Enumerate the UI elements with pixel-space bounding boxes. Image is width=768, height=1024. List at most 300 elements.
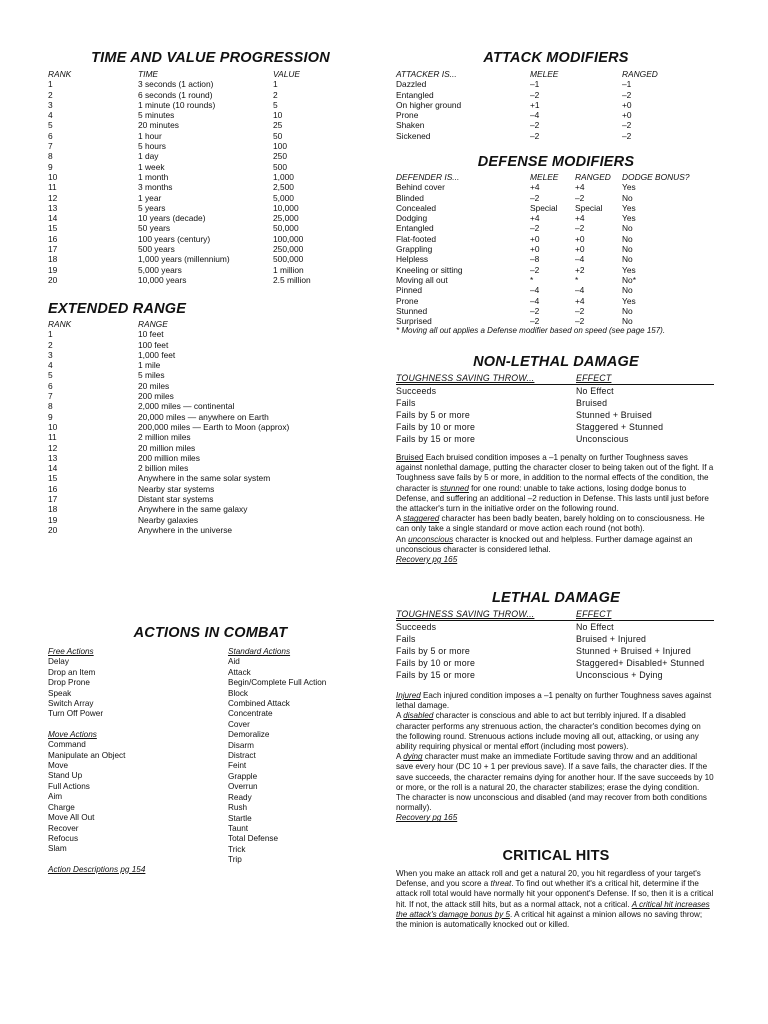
table-cell: * bbox=[575, 274, 579, 285]
col-header: EFFECT bbox=[576, 609, 612, 619]
table-cell: 20 miles bbox=[138, 380, 170, 391]
list-item: Taunt bbox=[228, 823, 249, 833]
table-cell: –2 bbox=[575, 305, 585, 316]
table-cell: Succeeds bbox=[396, 386, 437, 396]
nonlethal-recovery-link[interactable]: Recovery pg 165 bbox=[396, 555, 458, 565]
table-cell: 10,000 bbox=[273, 202, 299, 213]
table-cell: –2 bbox=[530, 316, 540, 327]
threat-term: threat bbox=[490, 879, 512, 889]
table-row bbox=[48, 391, 348, 401]
table-cell: 11 bbox=[48, 432, 57, 443]
nonlethal-rows bbox=[396, 385, 714, 446]
table-cell: Surprised bbox=[396, 316, 432, 327]
table-cell: Yes bbox=[622, 264, 636, 275]
table-row bbox=[396, 669, 714, 681]
table-cell: Blinded bbox=[396, 192, 424, 203]
table-cell: 15 bbox=[48, 223, 58, 234]
table-cell: 5 bbox=[48, 370, 53, 381]
table-row bbox=[48, 193, 348, 203]
table-row bbox=[48, 90, 348, 100]
table-row bbox=[48, 525, 348, 535]
table-cell: 2 bbox=[48, 339, 53, 350]
defense-mod-section bbox=[396, 154, 716, 336]
actions-left-column bbox=[48, 647, 145, 875]
table-row bbox=[48, 473, 348, 483]
table-cell: 500 years bbox=[138, 244, 175, 255]
injured-term: Injured bbox=[396, 691, 421, 700]
table-cell: –4 bbox=[575, 254, 585, 265]
defense-footnote: * Moving all out applies a Defense modifier based on speed (see page 157). bbox=[396, 326, 666, 336]
col-header: MELEE bbox=[530, 172, 559, 182]
table-cell: Behind cover bbox=[396, 182, 445, 193]
table-cell: 10 feet bbox=[138, 329, 164, 340]
table-cell: Staggered+ Disabled+ Stunned bbox=[576, 658, 705, 668]
table-cell: 13 bbox=[48, 452, 58, 463]
table-cell: No bbox=[622, 285, 633, 296]
list-item: Command bbox=[48, 740, 86, 750]
table-cell: No bbox=[622, 223, 633, 234]
list-item: Recover bbox=[48, 823, 79, 833]
table-cell: Fails bbox=[396, 398, 416, 408]
table-cell: 1 month bbox=[138, 171, 169, 182]
bruised-term: Bruised bbox=[396, 453, 424, 462]
table-cell: 5 bbox=[48, 120, 53, 131]
action-descriptions-link[interactable]: Action Descriptions pg 154 bbox=[48, 864, 146, 874]
table-cell: 1 bbox=[273, 79, 278, 90]
table-row bbox=[48, 223, 348, 233]
table-cell: Concealed bbox=[396, 202, 437, 213]
table-cell: 3 seconds (1 action) bbox=[138, 79, 214, 90]
table-cell: 14 bbox=[48, 213, 58, 224]
nonlethal-title: NON-LETHAL DAMAGE bbox=[473, 354, 639, 370]
table-cell: 2,500 bbox=[273, 182, 294, 193]
table-cell: Yes bbox=[622, 295, 636, 306]
table-cell: Stunned bbox=[396, 305, 428, 316]
table-cell: –2 bbox=[530, 223, 540, 234]
table-cell: No Effect bbox=[576, 386, 614, 396]
table-cell: 3 months bbox=[138, 182, 173, 193]
list-item: Move All Out bbox=[48, 813, 95, 823]
lethal-title: LETHAL DAMAGE bbox=[492, 590, 620, 606]
table-row bbox=[396, 316, 706, 326]
table-cell: Nearby galaxies bbox=[138, 514, 199, 525]
table-row bbox=[396, 203, 706, 213]
defense-mod-title: DEFENSE MODIFIERS bbox=[477, 154, 635, 170]
table-row bbox=[48, 162, 348, 172]
defense-mod-table bbox=[396, 172, 706, 326]
table-cell: 200,000 miles — Earth to Moon (approx) bbox=[138, 421, 290, 432]
list-item: Drop an Item bbox=[48, 667, 96, 677]
table-cell: 200 miles bbox=[138, 391, 174, 402]
table-row bbox=[48, 515, 348, 525]
list-item: Aim bbox=[48, 792, 63, 802]
table-cell: 11 bbox=[48, 182, 57, 193]
extended-range-rows bbox=[48, 329, 348, 535]
table-cell: On higher ground bbox=[396, 99, 462, 110]
table-cell: 2 million miles bbox=[138, 432, 191, 443]
table-row bbox=[396, 100, 696, 110]
table-cell: Entangled bbox=[396, 89, 434, 100]
table-cell: * bbox=[530, 274, 534, 285]
table-row bbox=[396, 193, 706, 203]
list-item: Rush bbox=[228, 803, 248, 813]
table-cell: +0 bbox=[575, 233, 585, 244]
list-item: Slam bbox=[48, 844, 67, 854]
table-row bbox=[48, 213, 348, 223]
table-cell: No bbox=[622, 233, 633, 244]
lethal-section bbox=[396, 590, 716, 824]
table-row bbox=[48, 203, 348, 213]
dying-term: dying bbox=[403, 752, 423, 762]
table-cell: 7 bbox=[48, 391, 53, 402]
table-cell: 25,000 bbox=[273, 213, 299, 224]
table-header-row bbox=[396, 172, 706, 182]
list-item: Total Defense bbox=[228, 834, 279, 844]
table-cell: 9 bbox=[48, 411, 53, 422]
list-item: Delay bbox=[48, 657, 69, 667]
table-cell: –2 bbox=[622, 120, 632, 131]
actions-section bbox=[48, 625, 373, 887]
extended-range-table bbox=[48, 319, 348, 535]
list-item: Stand Up bbox=[48, 771, 83, 781]
table-row bbox=[396, 182, 706, 192]
list-item: Charge bbox=[48, 802, 75, 812]
table-row bbox=[48, 100, 348, 110]
list-item: Trip bbox=[228, 855, 242, 865]
table-cell: No bbox=[622, 254, 633, 265]
table-row bbox=[396, 244, 706, 254]
table-row bbox=[396, 131, 696, 141]
table-cell: 100 feet bbox=[138, 339, 169, 350]
table-cell: 5 bbox=[273, 99, 278, 110]
table-cell: +1 bbox=[530, 99, 540, 110]
list-item: Block bbox=[228, 688, 249, 698]
col-header: VALUE bbox=[273, 69, 301, 79]
table-cell: 1 bbox=[48, 329, 53, 340]
table-cell: Prone bbox=[396, 295, 419, 306]
table-row bbox=[48, 432, 348, 442]
table-row bbox=[48, 443, 348, 453]
table-cell: 20 bbox=[48, 274, 58, 285]
time-value-table bbox=[48, 69, 348, 285]
table-cell: Stunned + Bruised + Injured bbox=[576, 646, 691, 656]
table-row bbox=[48, 350, 348, 360]
unconscious-paragraph: An unconscious character is knocked out and helpless. Further damage against an unconscious character is considered lethal. bbox=[396, 534, 693, 554]
table-header-row bbox=[396, 372, 714, 385]
list-item: Concentrate bbox=[228, 709, 273, 719]
col-header: TOUGHNESS SAVING THROW... bbox=[396, 609, 535, 619]
table-row bbox=[396, 433, 714, 445]
table-cell: Fails by 5 or more bbox=[396, 646, 470, 656]
table-cell: 7 bbox=[48, 141, 53, 152]
table-cell: Dodging bbox=[396, 213, 428, 224]
table-cell: Unconscious + Dying bbox=[576, 670, 663, 680]
injured-paragraph: Injured Each injured condition imposes a –1 penalty on further Toughness saves against lethal damage. bbox=[396, 691, 712, 711]
table-cell: Yes bbox=[622, 182, 636, 193]
col-header: MELEE bbox=[530, 69, 559, 79]
table-cell: Fails by 15 or more bbox=[396, 434, 476, 444]
table-row bbox=[396, 385, 714, 398]
table-row bbox=[396, 110, 696, 120]
table-cell: 1 day bbox=[138, 151, 159, 162]
table-cell: 100,000 bbox=[273, 233, 304, 244]
list-item: Drop Prone bbox=[48, 678, 90, 688]
lethal-recovery-link[interactable]: Recovery pg 165 bbox=[396, 813, 458, 823]
list-item: Switch Array bbox=[48, 699, 94, 709]
table-cell: 5,000 bbox=[273, 192, 294, 203]
list-item: Full Actions bbox=[48, 781, 90, 791]
table-cell: 10 bbox=[48, 171, 58, 182]
list-item: Feint bbox=[228, 761, 247, 771]
table-cell: –2 bbox=[575, 192, 585, 203]
col-header: DODGE BONUS? bbox=[622, 172, 690, 182]
col-header: RANK bbox=[48, 319, 72, 329]
list-item: Overrun bbox=[228, 782, 258, 792]
table-cell: 19 bbox=[48, 514, 58, 525]
table-cell: Pinned bbox=[396, 285, 423, 296]
nonlethal-table bbox=[396, 372, 714, 445]
table-cell: Distant star systems bbox=[138, 494, 214, 505]
list-item: Distract bbox=[228, 751, 256, 761]
table-cell: +4 bbox=[530, 182, 540, 193]
time-value-section bbox=[48, 50, 373, 285]
list-item: Trick bbox=[228, 844, 246, 854]
table-cell: 1,000 years (millennium) bbox=[138, 254, 230, 265]
table-cell: 8 bbox=[48, 401, 53, 412]
table-cell: 20 million miles bbox=[138, 442, 196, 453]
disabled-term: disabled bbox=[403, 711, 434, 721]
table-cell: Grappling bbox=[396, 244, 433, 255]
table-cell: 20,000 miles — anywhere on Earth bbox=[138, 411, 269, 422]
table-cell: +4 bbox=[575, 295, 585, 306]
table-cell: 2.5 million bbox=[273, 274, 311, 285]
lethal-rows bbox=[396, 621, 714, 682]
col-header: RANGE bbox=[138, 319, 168, 329]
table-cell: –2 bbox=[575, 316, 585, 327]
table-cell: 20 minutes bbox=[138, 120, 179, 131]
col-header: RANGED bbox=[575, 172, 611, 182]
table-cell: No* bbox=[622, 274, 636, 285]
table-cell: 18 bbox=[48, 504, 58, 515]
table-row bbox=[396, 120, 696, 130]
table-header-row bbox=[48, 319, 348, 329]
table-cell: 250,000 bbox=[273, 244, 304, 255]
lethal-table bbox=[396, 608, 714, 681]
table-row bbox=[396, 645, 714, 657]
table-cell: –2 bbox=[530, 192, 540, 203]
critical-bonus-link: A critical hit increases the attack's damage bonus by 5 bbox=[396, 899, 710, 919]
list-item: Demoralize bbox=[228, 730, 270, 740]
table-cell: –4 bbox=[575, 285, 585, 296]
table-cell: –2 bbox=[622, 130, 632, 141]
table-row bbox=[396, 306, 706, 316]
table-cell: 4 bbox=[48, 110, 53, 121]
table-row bbox=[396, 275, 706, 285]
table-cell: Anywhere in the same galaxy bbox=[138, 504, 248, 515]
table-cell: 17 bbox=[48, 244, 58, 255]
table-cell: Dazzled bbox=[396, 79, 427, 90]
table-cell: 5 miles bbox=[138, 370, 165, 381]
table-cell: No bbox=[622, 192, 633, 203]
list-item: Move bbox=[48, 761, 69, 771]
table-cell: –4 bbox=[530, 110, 540, 121]
table-cell: 10 bbox=[273, 110, 283, 121]
table-header-row bbox=[396, 608, 714, 621]
free-actions-heading: Free Actions bbox=[48, 647, 94, 656]
table-cell: Nearby star systems bbox=[138, 483, 215, 494]
actions-right-column bbox=[228, 647, 326, 866]
table-cell: –8 bbox=[530, 254, 540, 265]
table-cell: 50,000 bbox=[273, 223, 299, 234]
table-cell: Staggered + Stunned bbox=[576, 422, 664, 432]
table-row bbox=[48, 381, 348, 391]
table-cell: 5 minutes bbox=[138, 110, 175, 121]
table-cell: 18 bbox=[48, 254, 58, 265]
table-cell: 5 hours bbox=[138, 141, 166, 152]
table-cell: 1,000 bbox=[273, 171, 294, 182]
table-cell: 12 bbox=[48, 442, 58, 453]
table-cell: 16 bbox=[48, 483, 58, 494]
table-cell: 19 bbox=[48, 264, 58, 275]
table-row bbox=[396, 397, 714, 409]
table-row bbox=[396, 213, 706, 223]
table-cell: 2,000 miles — continental bbox=[138, 401, 235, 412]
col-header: ATTACKER IS... bbox=[396, 69, 457, 79]
table-cell: 2 bbox=[48, 89, 53, 100]
table-cell: 15 bbox=[48, 473, 58, 484]
table-row bbox=[396, 223, 706, 233]
table-cell: Prone bbox=[396, 110, 419, 121]
table-cell: –2 bbox=[575, 223, 585, 234]
list-item: Grapple bbox=[228, 771, 258, 781]
table-cell: 9 bbox=[48, 161, 53, 172]
table-row bbox=[396, 621, 714, 634]
table-row bbox=[48, 151, 348, 161]
table-cell: No bbox=[622, 316, 633, 327]
table-row bbox=[48, 463, 348, 473]
table-cell: 1 week bbox=[138, 161, 165, 172]
table-row bbox=[48, 484, 348, 494]
table-cell: 10 bbox=[48, 421, 58, 432]
extended-range-section bbox=[48, 301, 373, 535]
table-cell: +0 bbox=[530, 233, 540, 244]
table-cell: Sickened bbox=[396, 130, 431, 141]
table-cell: –4 bbox=[530, 285, 540, 296]
table-cell: Yes bbox=[622, 213, 636, 224]
table-cell: –1 bbox=[530, 79, 540, 90]
table-cell: No bbox=[622, 305, 633, 316]
table-cell: 6 seconds (1 round) bbox=[138, 89, 213, 100]
table-cell: 10,000 years bbox=[138, 274, 187, 285]
list-item: Ready bbox=[228, 792, 252, 802]
table-row bbox=[396, 90, 696, 100]
attack-mod-table bbox=[396, 69, 696, 141]
list-item: Speak bbox=[48, 688, 72, 698]
table-cell: Stunned + Bruised bbox=[576, 410, 653, 420]
table-cell: Anywhere in the same solar system bbox=[138, 473, 271, 484]
move-actions-heading: Move Actions bbox=[48, 729, 97, 739]
table-cell: Flat-footed bbox=[396, 233, 437, 244]
col-header: RANGED bbox=[622, 69, 658, 79]
table-cell: Helpless bbox=[396, 254, 429, 265]
table-cell: –2 bbox=[622, 89, 632, 100]
table-cell: –2 bbox=[530, 130, 540, 141]
bruised-paragraph: Bruised Each bruised condition imposes a –1 penalty on further Toughness saves against nonlethal damage, putting the character closer to being taken out of the fight. If a Toughness save fails by 5 or more, in addition to the normal effects of the condition, the character is stunned for one round: unable to take actions, losing dodge bonus to Defense, and suffering an additional –2 reduction in Defense. This lasts until just before the attacker's turn in the initiative order on the following round. bbox=[396, 453, 714, 514]
table-cell: 1 year bbox=[138, 192, 162, 203]
stunned-term: stunned bbox=[440, 483, 469, 493]
table-cell: 1 mile bbox=[138, 360, 161, 371]
table-cell: +4 bbox=[530, 213, 540, 224]
defense-mod-rows bbox=[396, 182, 706, 326]
table-cell: 6 bbox=[48, 380, 53, 391]
table-cell: Special bbox=[530, 202, 558, 213]
actions-title: ACTIONS IN COMBAT bbox=[133, 625, 288, 641]
staggered-paragraph: A staggered character has been badly beaten, barely holding on to consciousness. He can only take a single standard or move action each round (not both). bbox=[396, 514, 705, 534]
critical-paragraph: When you make an attack roll and get a natural 20, you hit regardless of your target's Defense, and you score a threat. To find out whether it's a critical hit, determine if the attack roll total would have normally hit your opponent's Defense. If so, then it is a critical hit. If not, the attack still hits, but as a normal attack, not a critical. A critical hit increases the attack's damage bonus by 5. A critical hit against a minion allows no saving throw; the minion is automatically knocked out or killed. bbox=[396, 869, 714, 930]
table-cell: 50 bbox=[273, 130, 283, 141]
table-row bbox=[48, 265, 348, 275]
table-cell: Special bbox=[575, 202, 603, 213]
time-value-rows bbox=[48, 79, 348, 285]
table-row bbox=[396, 296, 706, 306]
table-row bbox=[48, 131, 348, 141]
list-item: Startle bbox=[228, 813, 252, 823]
table-row bbox=[48, 120, 348, 130]
table-cell: +2 bbox=[575, 264, 585, 275]
table-cell: 8 bbox=[48, 151, 53, 162]
table-cell: –2 bbox=[530, 120, 540, 131]
table-header-row bbox=[396, 69, 696, 79]
table-cell: –2 bbox=[530, 89, 540, 100]
table-row bbox=[48, 254, 348, 264]
list-item: Cover bbox=[228, 719, 250, 729]
col-header: DEFENDER IS... bbox=[396, 172, 460, 182]
table-cell: 2 billion miles bbox=[138, 463, 189, 474]
attack-mod-rows bbox=[396, 79, 696, 141]
table-cell: 17 bbox=[48, 494, 58, 505]
table-cell: –2 bbox=[530, 264, 540, 275]
standard-actions-heading: Standard Actions bbox=[228, 647, 291, 656]
dying-paragraph: A dying character must make an immediate Fortitude saving throw and an additional save every hour (DC 10 + 1 per previous save). If a save fails, the character dies. If the save succeeds, the character remains dying for another hour. If the save succeeds by 10 or more, or the roll is a natural 20, the character stabilizes; erase the dying condition. The character is now unconscious and disabled (and may recover from both conditions normally). bbox=[396, 752, 714, 813]
table-row bbox=[396, 254, 706, 264]
attack-mod-title: ATTACK MODIFIERS bbox=[483, 50, 629, 66]
table-cell: 25 bbox=[273, 120, 283, 131]
table-cell: +4 bbox=[575, 213, 585, 224]
table-row bbox=[48, 110, 348, 120]
table-cell: 1 minute (10 rounds) bbox=[138, 99, 216, 110]
table-cell: 500 bbox=[273, 161, 287, 172]
table-row bbox=[396, 421, 714, 433]
table-cell: Fails by 10 or more bbox=[396, 658, 476, 668]
extended-range-title: EXTENDED RANGE bbox=[48, 301, 187, 317]
table-cell: 1,000 feet bbox=[138, 349, 176, 360]
table-cell: 10 years (decade) bbox=[138, 213, 206, 224]
list-item: Disarm bbox=[228, 740, 254, 750]
table-cell: Fails bbox=[396, 634, 416, 644]
table-cell: 100 years (century) bbox=[138, 233, 211, 244]
table-cell: 50 years bbox=[138, 223, 171, 234]
attack-mod-section bbox=[396, 50, 716, 141]
table-row bbox=[396, 265, 706, 275]
table-cell: Bruised bbox=[576, 398, 608, 408]
table-row bbox=[48, 340, 348, 350]
table-row bbox=[396, 657, 714, 669]
table-cell: Shaken bbox=[396, 120, 425, 131]
col-header: EFFECT bbox=[576, 373, 612, 383]
table-cell: 5 years bbox=[138, 202, 166, 213]
critical-section bbox=[396, 848, 716, 930]
table-row bbox=[48, 360, 348, 370]
